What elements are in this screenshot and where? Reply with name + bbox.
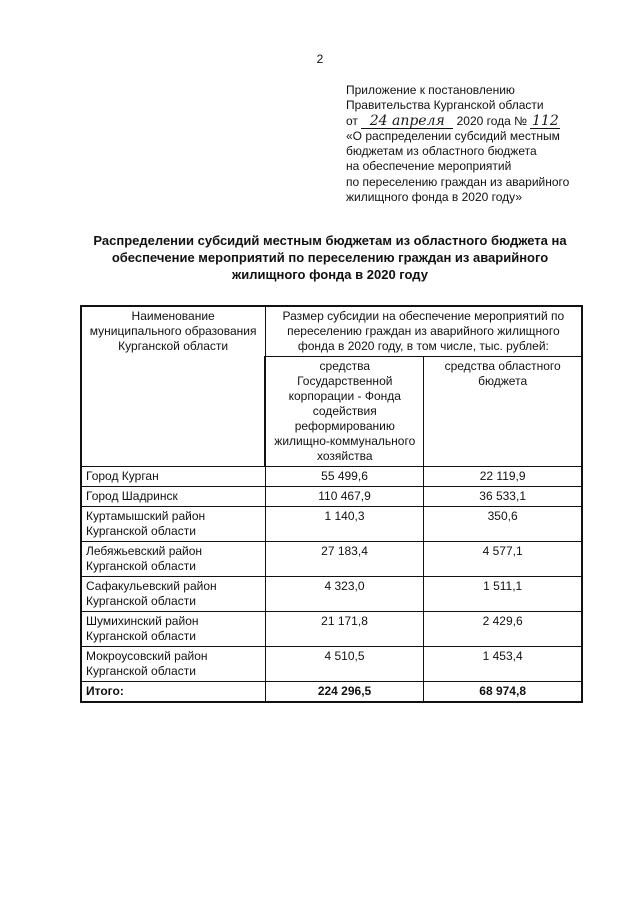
subject-line-5: жилищного фонда в 2020 году» — [346, 190, 522, 205]
table-row — [81, 542, 582, 577]
row-regional: 22 119,9 — [424, 467, 582, 487]
row-fund: 27 183,4 — [265, 542, 424, 577]
table-row — [81, 467, 582, 487]
row-name: Лебяжьевский район Курганской области — [81, 542, 265, 577]
table-row — [81, 507, 582, 542]
handwritten-date: 24 апреля — [361, 115, 453, 129]
row-regional: 4 577,1 — [424, 542, 582, 577]
row-regional: 350,6 — [424, 507, 582, 542]
appendix-line-1: Приложение к постановлению — [346, 83, 515, 97]
total-regional: 68 974,8 — [424, 682, 582, 703]
subject-line-4: по переселению граждан из аварийного — [346, 174, 570, 189]
row-regional: 1 453,4 — [424, 647, 582, 682]
handwritten-number: 112 — [532, 112, 559, 129]
year-text: 2020 года № — [456, 113, 528, 128]
table-row — [81, 647, 582, 682]
subject-line-2: бюджетам из областного бюджета — [346, 144, 537, 159]
table-row — [81, 487, 582, 507]
row-fund: 1 140,3 — [265, 507, 424, 542]
total-row — [81, 682, 582, 703]
page-number: 2 — [316, 52, 324, 66]
from-label: от — [346, 113, 358, 128]
col-header-fund: средства Государственной корпорации - Фонда содействия реформированию жилищно-коммунального хозяйства — [265, 357, 424, 467]
row-fund: 110 467,9 — [265, 487, 424, 507]
appendix-date-line — [346, 114, 631, 129]
row-name: Куртамышский район Курганской области — [81, 507, 265, 542]
table-row — [81, 577, 582, 612]
subject-line-1: «О распределении субсидий местным — [346, 128, 560, 143]
row-name: Город Курган — [81, 467, 265, 487]
row-name: Город Шадринск — [81, 487, 265, 507]
subject-line-3: на обеспечение мероприятий — [346, 159, 512, 174]
appendix-line-2: Правительства Курганской области — [346, 98, 544, 113]
document-title: Распределении субсидий местным бюджетам из областного бюджета на обеспечение мероприятий по переселению граждан из аварийного жилищного фонда в 2020 году — [93, 233, 567, 282]
total-label: Итого: — [81, 682, 265, 703]
row-regional: 1 511,1 — [424, 577, 582, 612]
col-header-name: Наименование муниципального образования Курганской области — [81, 306, 265, 467]
row-name: Сафакульевский район Курганской области — [81, 577, 265, 612]
row-name: Мокроусовский район Курганской области — [81, 647, 265, 682]
row-fund: 21 171,8 — [265, 612, 424, 647]
row-fund: 4 510,5 — [265, 647, 424, 682]
col-header-size: Размер субсидии на обеспечение мероприятий по переселению граждан из аварийного жилищного фонда в 2020 году, в том числе, тыс. рублей: — [265, 306, 582, 357]
row-fund: 55 499,6 — [265, 467, 424, 487]
row-regional: 36 533,1 — [424, 487, 582, 507]
col-header-regional: средства областного бюджета — [424, 357, 582, 467]
subsidy-table — [80, 305, 583, 703]
row-fund: 4 323,0 — [265, 577, 424, 612]
row-name: Шумихинский район Курганской области — [81, 612, 265, 647]
table-row — [81, 612, 582, 647]
row-regional: 2 429,6 — [424, 612, 582, 647]
total-fund: 224 296,5 — [265, 682, 424, 703]
appendix-header — [346, 83, 631, 205]
